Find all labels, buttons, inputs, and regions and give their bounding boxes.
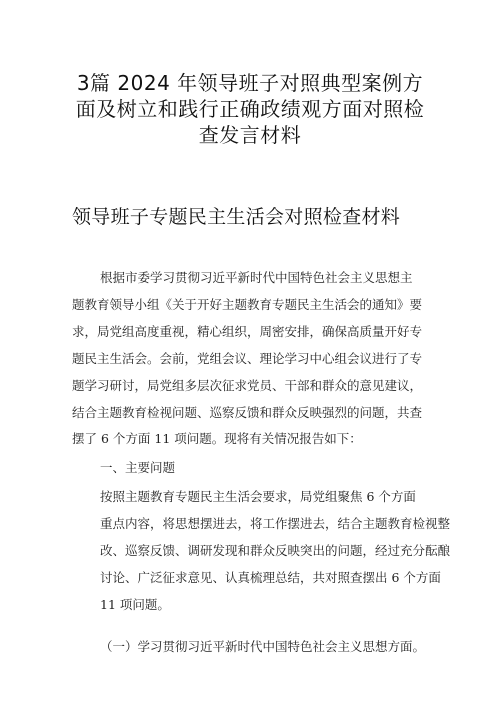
document-title xyxy=(60,70,440,148)
intro-paragraph-line: 题学习研讨，局党组多层次征求党员、干部和群众的意见建议， xyxy=(72,378,423,393)
subheading-study-thought: （一）学习贯彻习近平新时代中国特色社会主义思想方面。 xyxy=(100,639,426,654)
body-paragraph-line: 讨论、广泛征求意见、认真梳理总结，共对照查摆出 6 个方面 xyxy=(100,570,441,585)
intro-paragraph-line: 摆了 6 个方面 11 项问题。现将有关情况报告如下： xyxy=(72,431,362,446)
body-paragraph-line: 重点内容，将思想摆进去，将工作摆进去，结合主题教育检视整 xyxy=(100,516,451,531)
document-title-line: 查发言材料 xyxy=(198,123,302,147)
intro-paragraph-line: 结合主题教育检视问题、巡察反馈和群众反映强烈的问题，共查 xyxy=(72,405,423,420)
intro-paragraph-line: 题教育领导小组《关于开好主题教育专题民主生活会的通知》要 xyxy=(72,297,423,312)
body-paragraph-line: 改、巡察反馈、调研发现和群众反映突出的问题，经过充分酝酿 xyxy=(100,543,451,558)
body-paragraph-line: 按照主题教育专题民主生活会要求，局党组聚焦 6 个方面 xyxy=(100,489,416,504)
document-title-line: 3篇 2024 年领导班子对照典型案例方 xyxy=(76,71,424,95)
intro-paragraph-line: 题民主生活会。会前，党组会议、理论学习中心组会议进行了专 xyxy=(72,351,423,366)
section-heading: 领导班子专题民主生活会对照检查材料 xyxy=(72,206,401,228)
intro-paragraph-line: 根据市委学习贯彻习近平新时代中国特色社会主义思想主 xyxy=(100,270,413,285)
document-title-line: 面及树立和践行正确政绩观方面对照检 xyxy=(75,97,425,121)
intro-paragraph-line: 求，局党组高度重视，精心组织，周密安排，确保高质量开好专 xyxy=(72,324,423,339)
heading-main-issues: 一、主要问题 xyxy=(100,460,176,475)
body-paragraph-line: 11 项问题。 xyxy=(100,597,170,612)
